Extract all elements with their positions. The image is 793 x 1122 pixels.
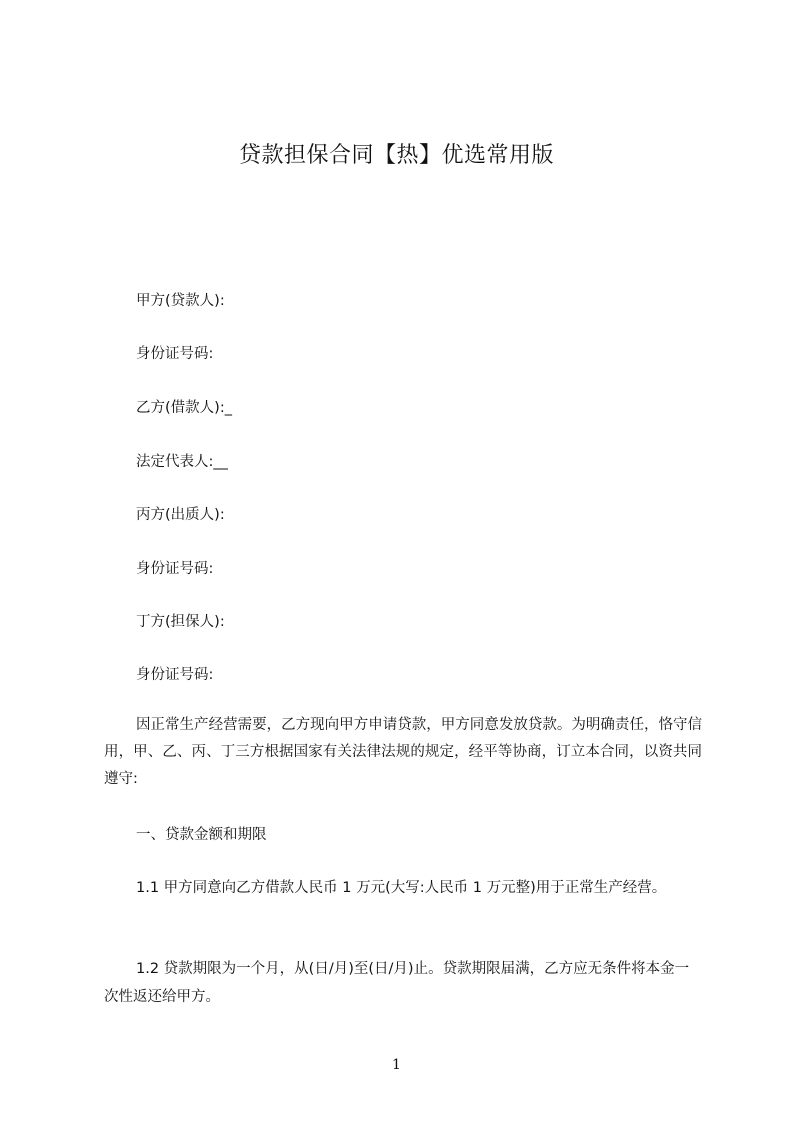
field-lender: 甲方(贷款人): <box>136 293 225 309</box>
intro-paragraph: 因正常生产经营需要，乙方现向甲方申请贷款，甲方同意发放贷款。为明确责任，恪守信用，甲、乙、丙、丁三方根据国家有关法律法规的规定，经平等协商，订立本合同，以资共同遵守: <box>104 717 702 787</box>
field-borrower: 乙方(借款人):_ <box>136 400 232 416</box>
clause-1-2: 1.2 贷款期限为一个月，从(日/月)至(日/月)止。贷款期限届满，乙方应无条件将本金一次性返还给甲方。 <box>104 961 690 1005</box>
field-guarantor: 丁方(担保人): <box>136 614 225 630</box>
document-title: 贷款担保合同【热】优选常用版 <box>238 143 554 168</box>
field-pledgor: 丙方(出质人): <box>136 507 225 523</box>
field-pledgor-id: 身份证号码: <box>136 561 214 577</box>
page-number: 1 <box>392 1057 401 1073</box>
field-lender-id: 身份证号码: <box>136 346 214 362</box>
section-heading: 一、贷款金额和期限 <box>136 827 267 843</box>
field-guarantor-id: 身份证号码: <box>136 667 214 683</box>
field-legal-representative: 法定代表人:__ <box>136 454 228 470</box>
clause-1-1: 1.1 甲方同意向乙方借款人民币 1 万元(大写:人民币 1 万元整)用于正常生产经营。 <box>136 880 667 896</box>
